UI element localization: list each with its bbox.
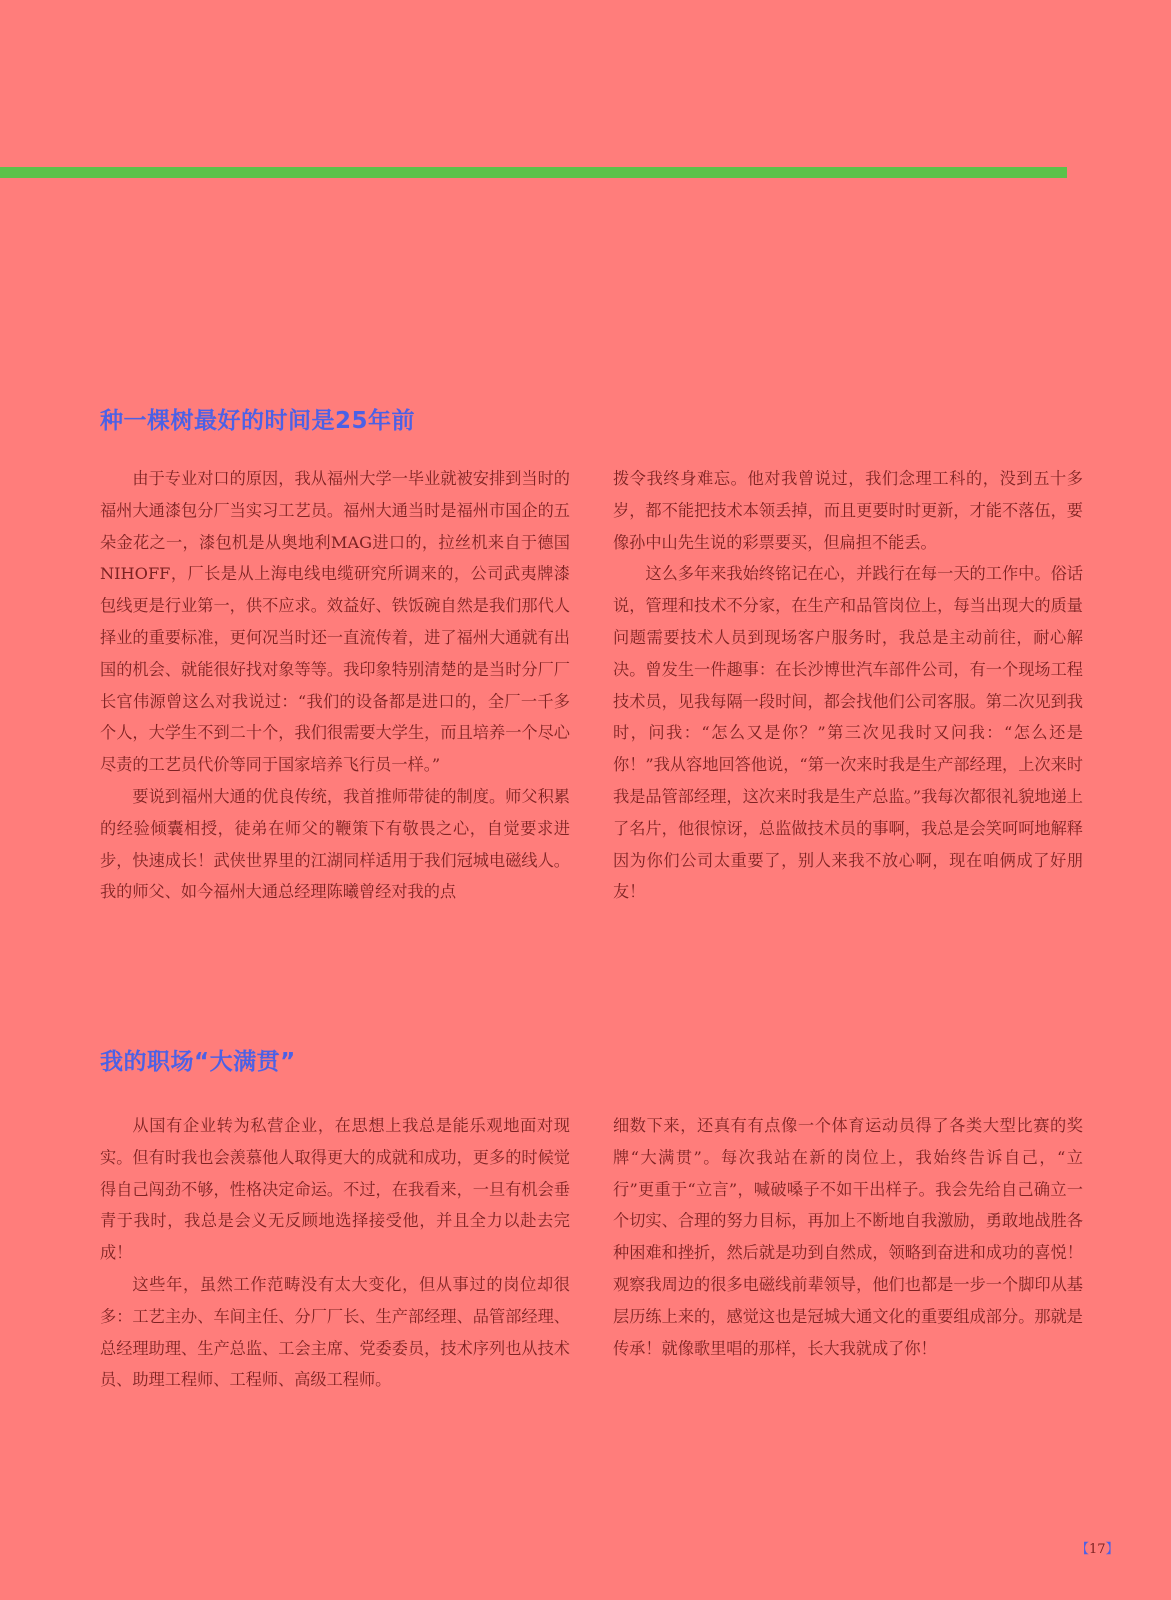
paragraph: 由于专业对口的原因，我从福州大学一毕业就被安排到当时的福州大通漆包分厂当实习工艺员。福州大通当时是福州市国企的五朵金花之一，漆包机是从奥地利MAG进口的，拉丝机来自于德国NIHOFF，厂长是从上海电线电缆研究所调来的，公司武夷牌漆包线更是行业第一，供不应求。效益好、铁饭碗自然是我们那代人择业的重要标准，更何况当时还一直流传着，进了福州大通就有出国的机会、就能很好找对象等等。我印象特别清楚的是当时分厂厂长官伟源曾这么对我说过：“我们的设备都是进口的，全厂一千多个人，大学生不到二十个，我们很需要大学生，而且培养一个尽心尽责的工艺员代价等同于国家培养飞行员一样。” <box>100 469 570 775</box>
section1-left-column <box>100 463 570 908</box>
page-number-value: 17 <box>1089 1542 1106 1557</box>
section-heading-best-time: 种一棵树最好的时间是25年前 <box>100 408 416 434</box>
green-accent-bar <box>0 167 1067 178</box>
section2-left-column <box>100 1110 570 1396</box>
page-number-close-bracket: 】 <box>1105 1542 1119 1557</box>
paragraph-continued: 细数下来，还真有有点像一个体育运动员得了各类大型比赛的奖牌“大满贯”。每次我站在新的岗位上，我始终告诉自己，“立行”更重于“立言”，喊破嗓子不如干出样子。我会先给自己确立一个切实、合理的努力目标，再加上不断地自我激励，勇敢地战胜各种困难和挫折，然后就是功到自然成，领略到奋进和成功的喜悦！观察我周边的很多电磁线前辈领导，他们也都是一步一个脚印从基层历练上来的，感觉这也是冠城大通文化的重要组成部分。那就是传承！就像歌里唱的那样，长大我就成了你！ <box>613 1116 1083 1358</box>
section-heading-grand-slam: 我的职场“大满贯” <box>100 1049 296 1075</box>
paragraph: 这么多年来我始终铭记在心，并践行在每一天的工作中。俗话说，管理和技术不分家，在生产和品管岗位上，每当出现大的质量问题需要技术人员到现场客户服务时，我总是主动前往，耐心解决。曾发生一件趣事：在长沙博世汽车部件公司，有一个现场工程技术员，见我每隔一段时间，都会找他们公司客服。第二次见到我时，问我：“怎么又是你？”第三次见我时又问我：“怎么还是你！”我从容地回答他说，“第一次来时我是生产部经理，上次来时我是品管部经理，这次来时我是生产总监。”我每次都很礼貌地递上了名片，他很惊讶，总监做技术员的事啊，我总是会笑呵呵地解释因为你们公司太重要了，别人来我不放心啊，现在咱俩成了好朋友！ <box>613 564 1083 902</box>
page-number <box>1076 1538 1119 1557</box>
paragraph-continued: 拨令我终身难忘。他对我曾说过，我们念理工科的，没到五十多岁，都不能把技术本领丢掉，而且更要时时更新，才能不落伍，要像孙中山先生说的彩票要买，但扁担不能丢。 <box>613 469 1083 552</box>
paragraph: 这些年，虽然工作范畴没有太大变化，但从事过的岗位却很多：工艺主办、车间主任、分厂厂长、生产部经理、品管部经理、总经理助理、生产总监、工会主席、党委委员，技术序列也从技术员、助理工程师、工程师、高级工程师。 <box>100 1274 570 1390</box>
section1-right-column <box>613 463 1083 908</box>
paragraph: 从国有企业转为私营企业，在思想上我总是能乐观地面对现实。但有时我也会羡慕他人取得更大的成就和成功，更多的时候觉得自己闯劲不够，性格决定命运。不过，在我看来，一旦有机会垂青于我时，我总是会义无反顾地选择接受他，并且全力以赴去完成！ <box>100 1116 570 1263</box>
page-number-open-bracket: 【 <box>1076 1542 1090 1557</box>
paragraph: 要说到福州大通的优良传统，我首推师带徒的制度。师父积累的经验倾囊相授，徒弟在师父的鞭策下有敬畏之心，自觉要求进步，快速成长！武侠世界里的江湖同样适用于我们冠城电磁线人。我的师父、如今福州大通总经理陈曦曾经对我的点 <box>100 786 570 902</box>
section2-right-column <box>613 1110 1083 1364</box>
